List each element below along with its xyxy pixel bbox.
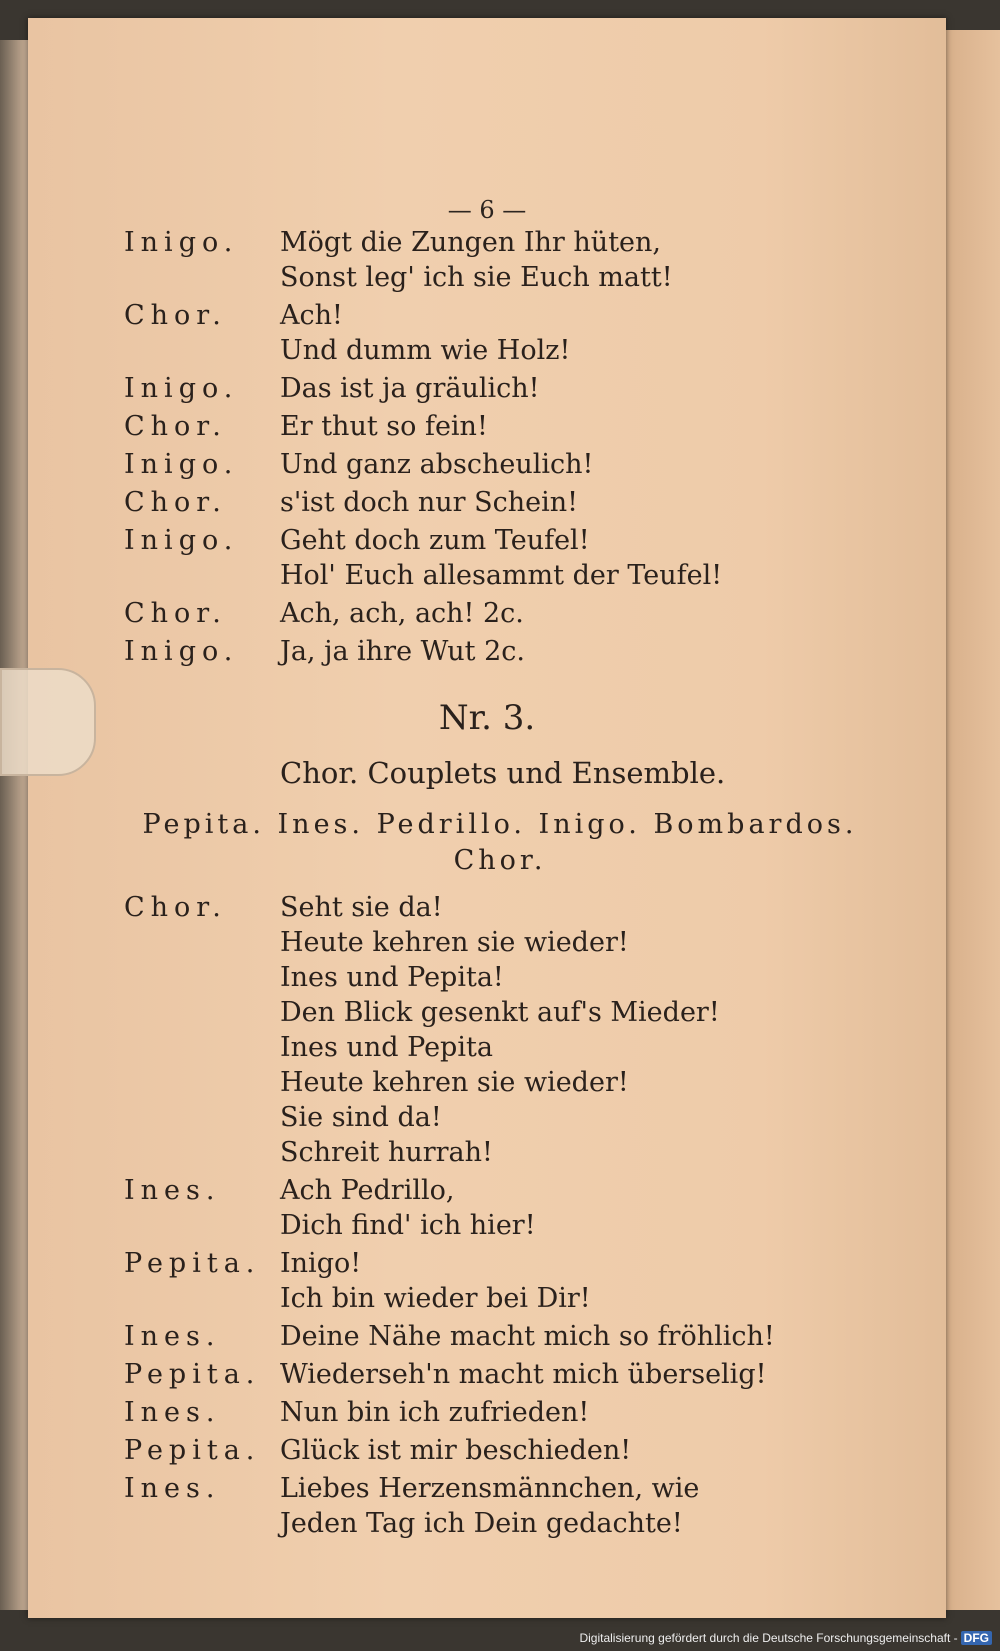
dialogue-line: Glück ist mir beschieden! xyxy=(280,1435,632,1466)
dialogue-line: Sie sind da! xyxy=(280,1102,442,1133)
speaker-name: Pepita. xyxy=(124,1248,261,1279)
dfg-logo: DFG xyxy=(961,1631,992,1645)
dialogue-line: Dich find' ich hier! xyxy=(280,1210,536,1241)
speaker-name: Ines. xyxy=(124,1397,221,1428)
dialogue-line: Ich bin wieder bei Dir! xyxy=(280,1283,591,1314)
cast-list-chorus: Chor. xyxy=(453,845,547,876)
page-marker-tab xyxy=(0,668,96,776)
dialogue-line: Den Blick gesenkt auf's Mieder! xyxy=(280,997,720,1028)
dialogue-line: Heute kehren sie wieder! xyxy=(280,927,629,958)
speaker-name: Inigo. xyxy=(124,227,239,258)
dialogue-line: Hol' Euch allesammt der Teufel! xyxy=(280,560,723,591)
book-page xyxy=(28,18,946,1618)
speaker-name: Chor. xyxy=(124,487,227,518)
dialogue-line: Das ist ja gräulich! xyxy=(280,373,540,404)
speaker-name: Pepita. xyxy=(124,1359,261,1390)
dialogue-line: Mögt die Zungen Ihr hüten, xyxy=(280,227,661,258)
dialogue-line: Sonst leg' ich sie Euch matt! xyxy=(280,262,673,293)
dialogue-line: Heute kehren sie wieder! xyxy=(280,1067,629,1098)
speaker-name: Chor. xyxy=(124,598,227,629)
dialogue-line: Seht sie da! xyxy=(280,892,443,923)
dialogue-line: Schreit hurrah! xyxy=(280,1137,493,1168)
dialogue-line: Ines und Pepita! xyxy=(280,962,504,993)
dialogue-line: Jeden Tag ich Dein gedachte! xyxy=(280,1508,683,1539)
speaker-name: Chor. xyxy=(124,411,227,442)
dialogue-line: Nun bin ich zufrieden! xyxy=(280,1397,590,1428)
page-number: — 6 — xyxy=(447,196,527,224)
speaker-name: Ines. xyxy=(124,1175,221,1206)
dialogue-line: Ach Pedrillo, xyxy=(280,1175,455,1206)
speaker-name: Inigo. xyxy=(124,525,239,556)
speaker-name: Inigo. xyxy=(124,373,239,404)
dialogue-line: Ach! xyxy=(280,300,343,331)
dialogue-line: Und dumm wie Holz! xyxy=(280,335,571,366)
speaker-name: Inigo. xyxy=(124,636,239,667)
digitization-credit xyxy=(579,1631,992,1645)
dialogue-line: Wiederseh'n macht mich überselig! xyxy=(280,1359,767,1390)
dialogue-line: Und ganz abscheulich! xyxy=(280,449,594,480)
speaker-name: Chor. xyxy=(124,892,227,923)
dialogue-line: Ach, ach, ach! 2c. xyxy=(280,598,524,629)
dialogue-line: Inigo! xyxy=(280,1248,362,1279)
dialogue-line: Er thut so fein! xyxy=(280,411,488,442)
number-heading: Nr. 3. xyxy=(438,698,536,738)
speaker-name: Pepita. xyxy=(124,1435,261,1466)
dialogue-text xyxy=(28,18,946,1618)
cast-list: Pepita. Ines. Pedrillo. Inigo. Bombardos. xyxy=(142,809,858,840)
dialogue-line: Deine Nähe macht mich so fröhlich! xyxy=(280,1321,775,1352)
credit-text: Digitalisierung gefördert durch die Deutsche Forschungsgemeinschaft - xyxy=(579,1631,958,1645)
book-left-edge xyxy=(0,40,28,1610)
speaker-name: Chor. xyxy=(124,300,227,331)
adjacent-page-edge xyxy=(946,30,1000,1610)
speaker-name: Ines. xyxy=(124,1321,221,1352)
dialogue-line: Geht doch zum Teufel! xyxy=(280,525,590,556)
dialogue-line: Ja, ja ihre Wut 2c. xyxy=(280,636,525,667)
dialogue-line: Ines und Pepita xyxy=(280,1032,493,1063)
dialogue-line: s'ist doch nur Schein! xyxy=(280,487,578,518)
section-subheading: Chor. Couplets und Ensemble. xyxy=(280,756,726,790)
speaker-name: Inigo. xyxy=(124,449,239,480)
speaker-name: Ines. xyxy=(124,1473,221,1504)
dialogue-line: Liebes Herzensmännchen, wie xyxy=(280,1473,700,1504)
